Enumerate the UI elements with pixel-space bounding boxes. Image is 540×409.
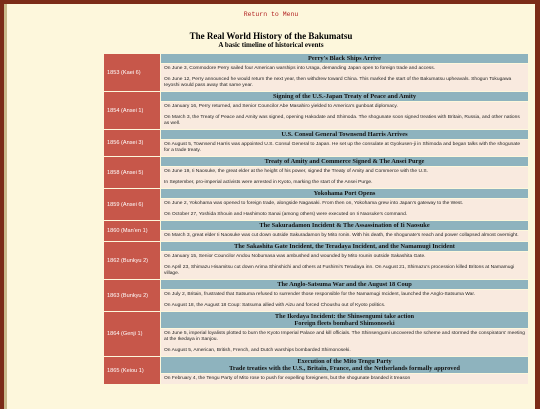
timeline-body-row: [104, 290, 528, 311]
timeline-year: 1860 (Man'en 1): [104, 221, 160, 241]
timeline-heading-row: [104, 280, 528, 289]
event-heading-line: Signing of the U.S.-Japan Treaty of Peace and Amity: [272, 93, 417, 100]
page-title: The Real World History of the Bakumatsu: [189, 31, 353, 41]
event-paragraph: On January 15, Senior Councilor Andou Nobumasa was ambushed and wounded by Mito rounin outside Sakashita Gate.: [164, 254, 426, 259]
timeline-year: 1862 (Bunkyu 2): [104, 242, 160, 279]
event-heading-line: Execution of the Mito Tengu Party: [297, 358, 392, 365]
timeline-year: 1863 (Bunkyu 2): [104, 280, 160, 311]
timeline-event-description: [161, 167, 528, 188]
timeline-year: 1854 (Ansei 1): [104, 92, 160, 129]
event-paragraph: On August 5, Townsend Harris was appointed U.S. Consul General to Japan. He set up the consulate at Gyokusen-ji in Shimoda and began talks with the shogunate for a trade treaty.: [164, 142, 521, 153]
event-paragraph: On February 4, the Tengu Party of Mito rose to push for expelling foreigners, but the shogunate branded it treason: [164, 376, 411, 381]
event-heading-line: Foreign fleets bombard Shimonoseki: [294, 320, 395, 327]
event-paragraph: On June 2, Yokohama was opened to foreign trade, alongside Nagasaki. From then on, Yokohama grew into Japan's gateway to the West.: [164, 201, 464, 206]
timeline-event-heading: [161, 242, 528, 251]
timeline-event-heading: [161, 312, 528, 328]
event-paragraph: On March 3, the Treaty of Peace and Amity was signed, opening Hakodate and Shimoda. The shogunate soon signed treaties with Britain, Russia, and other nations as well.: [164, 115, 520, 126]
timeline-heading-row: [104, 221, 528, 230]
timeline-event-description: [161, 329, 528, 356]
event-paragraph: On June 3, Commodore Perry sailed four American warships into Uraga, demanding Japan open to foreign trade and access.: [164, 66, 436, 71]
timeline-body-row: [104, 199, 528, 220]
event-paragraph: On August 18, the August 18 Coup: Satsuma allied with Aizu and forced Choushu out of Kyoto politics.: [164, 303, 386, 308]
event-paragraph: On March 3, great elder Ii Naosuke was cut down outside Sakuradamon by Mito ronin. With his death, the shogunate's reach and power collapsed almost overnight.: [164, 233, 519, 238]
timeline-heading-row: [104, 189, 528, 198]
timeline-heading-row: [104, 92, 528, 101]
event-paragraph: On January 16, Perry returned, and Senior Councilor Abe Masahiro yielded to America's gunboat diplomacy.: [164, 104, 398, 109]
page-subtitle: A basic timeline of historical events: [218, 41, 324, 49]
timeline-event-heading: [161, 130, 528, 139]
event-paragraph: On October 27, Yoshida Shouin and Hashimoto Sanai (among others) were executed on Ii Naosuke's command.: [164, 212, 408, 217]
event-paragraph: On July 2, Britain, frustrated that Satsuma refused to surrender those responsible for the Namamugi Incident, launched the Anglo-Satsuma War.: [164, 292, 476, 297]
timeline-body-row: [104, 64, 528, 91]
timeline-event-heading: [161, 189, 528, 198]
timeline-body-row: [104, 374, 528, 384]
timeline-event-description: [161, 64, 528, 91]
timeline-body-row: [104, 102, 528, 129]
timeline-body-row: [104, 167, 528, 188]
timeline-event-heading: [161, 280, 528, 289]
timeline-heading-row: [104, 130, 528, 139]
timeline-year: 1856 (Ansei 3): [104, 130, 160, 156]
timeline-year: 1853 (Kaei 6): [104, 54, 160, 91]
event-paragraph: On April 23, Shimazu Hisamitsu cut down Arima Shinshichi and others at Fushimi's Teradaya inn. On August 21, Shimazu's procession killed Britons at Namamugi village.: [164, 265, 515, 276]
timeline-year: 1865 (Keiou 1): [104, 357, 160, 384]
timeline-heading-row: [104, 242, 528, 251]
timeline-event-heading: [161, 157, 528, 166]
timeline-event-description: [161, 199, 528, 220]
timeline-heading-row: [104, 157, 528, 166]
timeline-year: 1859 (Ansei 6): [104, 189, 160, 220]
event-heading-line: The Sakuradamon Incident & The Assassination of Ii Naosuke: [259, 222, 430, 229]
timeline-event-heading: [161, 92, 528, 101]
event-heading-line: Treaty of Amity and Commerce Signed & The Ansei Purge: [264, 158, 425, 165]
timeline-event-description: [161, 374, 528, 384]
timeline-year: 1864 (Genji 1): [104, 312, 160, 356]
return-to-menu-link[interactable]: Return to Menu: [243, 11, 299, 18]
timeline-body-row: [104, 252, 528, 279]
event-heading-line: The Ikedaya Incident: the Shinsengumi take action: [274, 313, 415, 320]
timeline-year: 1858 (Ansei 5): [104, 157, 160, 188]
event-heading-line: The Anglo-Satsuma War and the August 18 Coup: [277, 281, 412, 288]
timeline-event-description: [161, 252, 528, 279]
timeline-heading-row: [104, 312, 528, 328]
event-heading-line: Perry's Black Ships Arrive: [308, 55, 381, 62]
event-heading-line: Trade treaties with the U.S., Britain, France, and the Netherlands formally approved: [229, 365, 460, 372]
timeline-event-description: [161, 290, 528, 311]
event-paragraph: On June 12, Perry announced he would return the next year, then withdrew toward China. This marked the start of the Bakumatsu upheavals. Shogun Tokugawa Ieyoshi would pass away that same year.: [164, 77, 512, 88]
timeline-event-description: [161, 102, 528, 129]
event-heading-line: U.S. Consul General Townsend Harris Arrives: [281, 131, 408, 138]
timeline-body-row: [104, 329, 528, 356]
timeline-event-heading: [161, 357, 528, 373]
timeline-event-heading: [161, 54, 528, 63]
event-paragraph: On August 5, American, British, French, and Dutch warships bombarded Shimonoseki.: [164, 348, 351, 353]
event-paragraph: On June 5, imperial loyalists plotted to burn the Kyoto Imperial Palace and kill officials. The Shinsengumi uncovered the scheme and stormed the conspirators' meeting at the Ikedaya in Sanjou.: [164, 331, 525, 342]
timeline-table: [103, 53, 529, 385]
event-paragraph: On June 19, Ii Naosuke, the great elder at the height of his power, signed the Treaty of Amity and Commerce with the U.S.: [164, 169, 428, 174]
event-paragraph: In September, pro-imperial activists were arrested in Kyoto, marking the start of the Ansei Purge.: [164, 180, 373, 185]
timeline-body-row: [104, 140, 528, 156]
event-heading-line: Yokohama Port Opens: [313, 190, 376, 197]
timeline-event-heading: [161, 221, 528, 230]
page: [4, 4, 535, 409]
timeline-event-description: [161, 140, 528, 156]
timeline-body-row: [104, 231, 528, 241]
timeline-heading-row: [104, 357, 528, 373]
event-heading-line: The Sakashita Gate Incident, the Teradaya Incident, and the Namamugi Incident: [234, 243, 455, 250]
timeline-event-description: [161, 231, 528, 241]
timeline-heading-row: [104, 54, 528, 63]
